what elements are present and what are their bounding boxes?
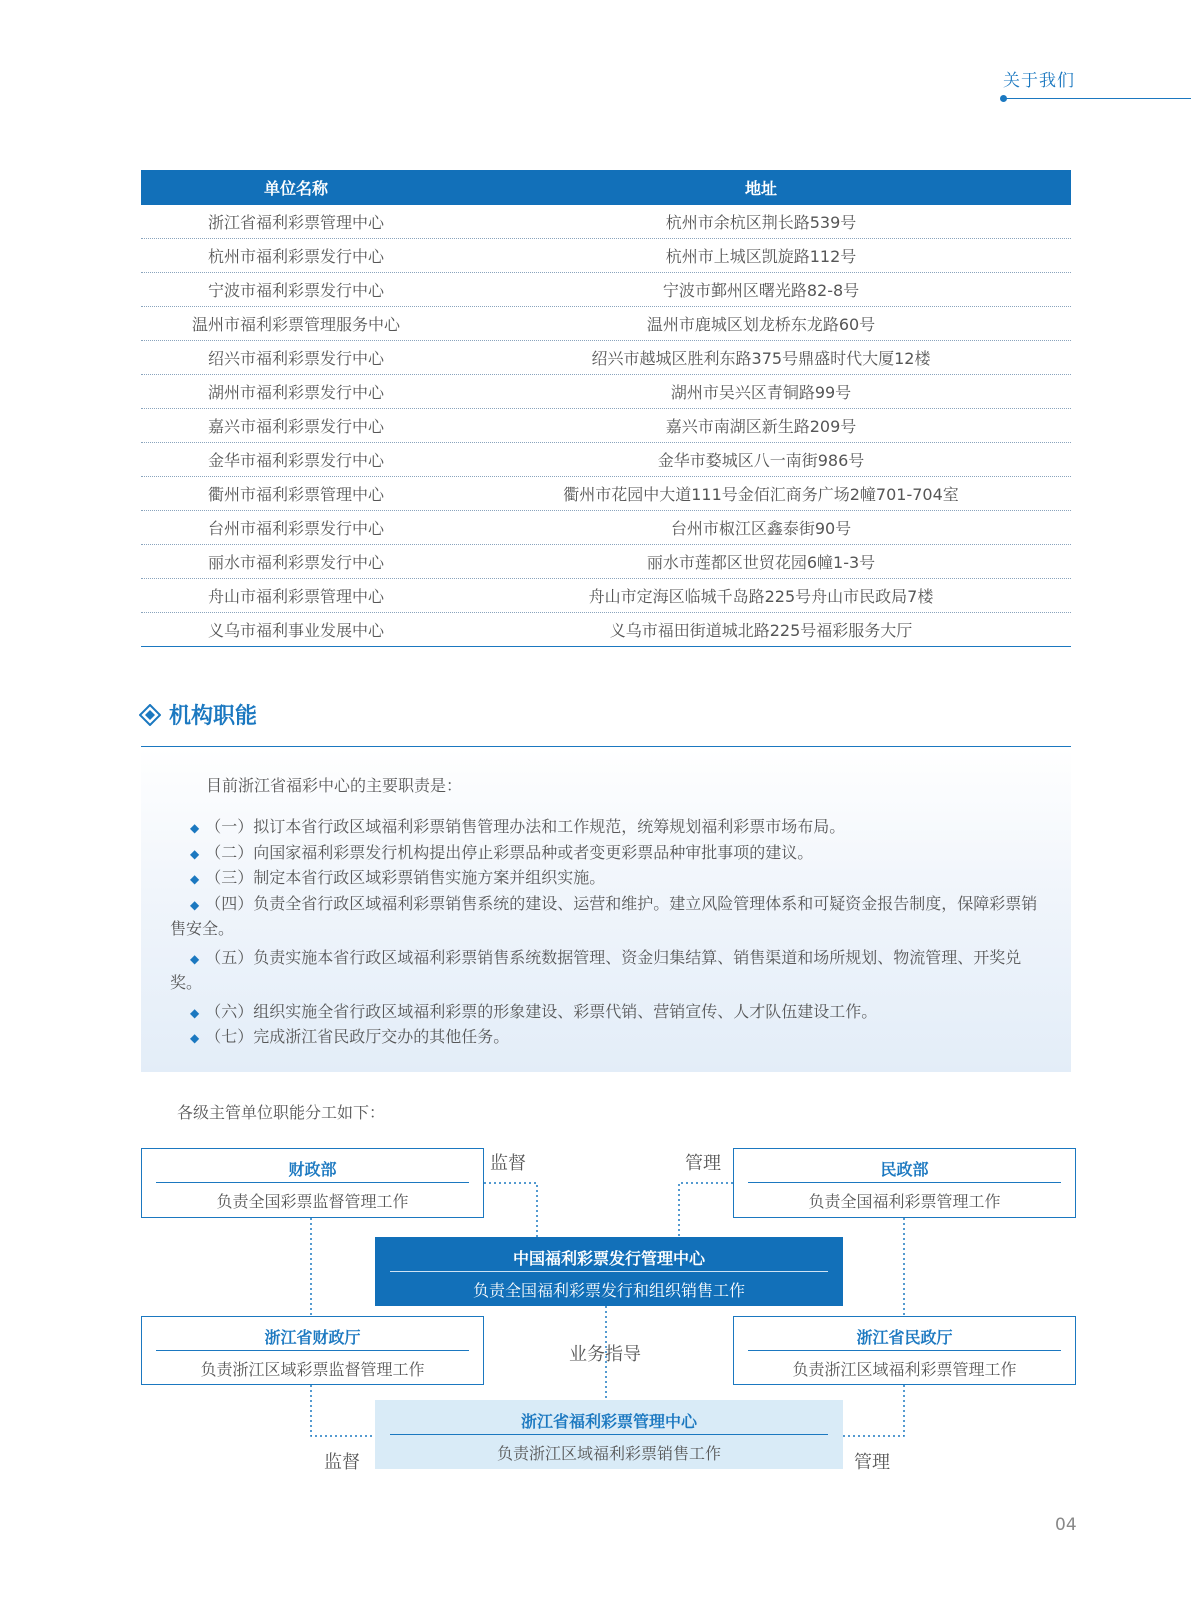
cell-unit: 浙江省福利彩票管理中心 [207, 213, 384, 232]
org-box-ministry-of-civil-affairs [733, 1148, 1076, 1218]
label-supervise-top: 监督 [490, 1153, 526, 1174]
list-item: ◆ （四）负责全省行政区域福利彩票销售系统的建设、运营和维护。建立风险管理体系和可疑资金报告制度，保障彩票销售安全。 [170, 893, 1038, 938]
bullet-diamond-icon: ◆ [190, 1031, 200, 1045]
bullet-diamond-icon: ◆ [190, 897, 200, 912]
duties-intro: 目前浙江省福彩中心的主要职责是： [206, 776, 463, 795]
org-box-desc: 负责浙江区域福利彩票管理工作 [792, 1359, 1017, 1379]
cell-address: 绍兴市越城区胜利东路375号鼎盛时代大厦12楼 [591, 349, 931, 368]
cell-unit: 绍兴市福利彩票发行中心 [207, 349, 384, 368]
org-box-zhejiang-lottery-center [375, 1400, 843, 1469]
label-manage-top: 管理 [685, 1153, 721, 1174]
bullet-diamond-icon: ◆ [190, 1005, 200, 1020]
org-box-title: 浙江省福利彩票管理中心 [390, 1407, 828, 1435]
org-box-title: 民政部 [748, 1155, 1061, 1183]
cell-address: 杭州市余杭区荆长路539号 [665, 213, 857, 232]
cell-address: 金华市婺城区八一南街986号 [657, 451, 865, 470]
cell-unit: 金华市福利彩票发行中心 [207, 451, 384, 470]
bullet-diamond-icon: ◆ [190, 821, 200, 835]
cell-unit: 宁波市福利彩票发行中心 [207, 281, 384, 300]
list-item: ◆ （七）完成浙江省民政厅交办的其他任务。 [170, 1025, 1050, 1051]
org-box-desc: 负责全国福利彩票发行和组织销售工作 [472, 1280, 745, 1300]
bullet-diamond-icon: ◆ [190, 951, 200, 966]
cell-unit: 台州市福利彩票发行中心 [207, 519, 384, 538]
label-manage-bottom: 管理 [854, 1452, 890, 1473]
cell-unit: 衢州市福利彩票管理中心 [207, 485, 384, 504]
cell-address: 台州市椒江区鑫泰街90号 [670, 519, 852, 538]
org-box-desc: 负责浙江区域福利彩票销售工作 [496, 1443, 721, 1463]
org-intro: 各级主管单位职能分工如下： [177, 1103, 386, 1122]
list-item: ◆ （五）负责实施本省行政区域福利彩票销售系统数据管理、资金归集结算、销售渠道和场所规划、物流管理、开奖兑奖。 [170, 947, 1022, 992]
cell-address: 宁波市鄞州区曙光路82-8号 [662, 281, 860, 300]
cell-unit: 温州市福利彩票管理服务中心 [191, 315, 400, 334]
org-box-zhejiang-civil-affairs [733, 1316, 1076, 1385]
label-supervise-bottom: 监督 [324, 1452, 360, 1473]
cell-unit: 舟山市福利彩票管理中心 [207, 587, 384, 606]
org-box-china-lottery-center [375, 1237, 843, 1306]
section-header-title: 关于我们 [1003, 71, 1075, 91]
cell-address: 舟山市定海区临城千岛路225号舟山市民政局7楼 [588, 587, 934, 606]
org-box-title: 财政部 [156, 1155, 469, 1183]
cell-address: 衢州市花园中大道111号金佰汇商务广场2幢701-704室 [563, 485, 959, 504]
bullet-diamond-icon: ◆ [190, 872, 200, 886]
column-header-name: 单位名称 [263, 179, 328, 198]
cell-address: 丽水市莲都区世贸花园6幢1-3号 [646, 553, 876, 572]
section-title-text: 机构职能 [169, 704, 258, 729]
org-box-ministry-of-finance [141, 1148, 484, 1218]
cell-unit: 杭州市福利彩票发行中心 [207, 247, 384, 266]
org-box-title: 浙江省民政厅 [748, 1323, 1061, 1351]
list-item: ◆ （二）向国家福利彩票发行机构提出停止彩票品种或者变更彩票品种审批事项的建议。 [170, 841, 1050, 867]
cell-unit: 湖州市福利彩票发行中心 [207, 383, 384, 402]
cell-address: 嘉兴市南湖区新生路209号 [665, 417, 857, 436]
page-number: 04 [1055, 1515, 1077, 1535]
cell-unit: 义乌市福利事业发展中心 [207, 621, 384, 640]
cell-address: 温州市鹿城区划龙桥东龙路60号 [646, 315, 876, 334]
cell-address: 湖州市吴兴区青铜路99号 [670, 383, 852, 402]
org-box-zhejiang-finance [141, 1316, 484, 1385]
org-box-title: 浙江省财政厅 [156, 1323, 469, 1351]
org-box-desc: 负责全国福利彩票管理工作 [808, 1191, 1001, 1211]
org-box-desc: 负责全国彩票监督管理工作 [216, 1191, 409, 1211]
org-box-desc: 负责浙江区域彩票监督管理工作 [200, 1359, 425, 1379]
label-guide: 业务指导 [569, 1344, 641, 1365]
cell-address: 义乌市福田街道城北路225号福彩服务大厅 [609, 621, 913, 640]
list-item: ◆ （六）组织实施全省行政区域福利彩票的形象建设、彩票代销、营销宣传、人才队伍建设工作。 [170, 1000, 1050, 1026]
cell-unit: 嘉兴市福利彩票发行中心 [207, 417, 384, 436]
list-item: ◆ （一）拟订本省行政区域福利彩票销售管理办法和工作规范，统筹规划福利彩票市场布局。 [170, 815, 1050, 841]
column-header-address: 地址 [744, 179, 777, 198]
cell-unit: 丽水市福利彩票发行中心 [207, 553, 384, 572]
cell-address: 杭州市上城区凯旋路112号 [665, 247, 857, 266]
bullet-diamond-icon: ◆ [190, 846, 200, 861]
org-box-title: 中国福利彩票发行管理中心 [390, 1244, 828, 1272]
list-item: ◆ （三）制定本省行政区域彩票销售实施方案并组织实施。 [170, 866, 1050, 892]
